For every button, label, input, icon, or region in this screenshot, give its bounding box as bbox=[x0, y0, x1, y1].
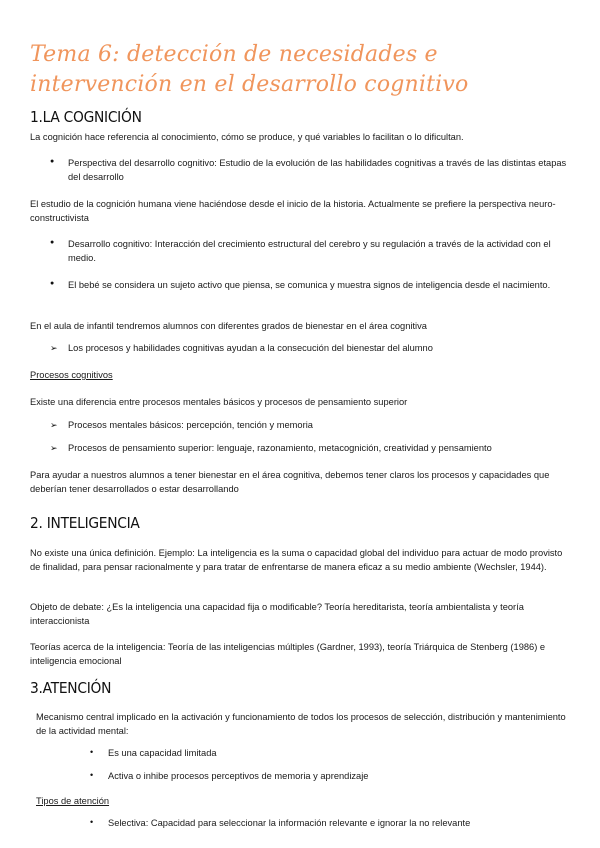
subheading-procesos-cognitivos: Procesos cognitivos bbox=[30, 370, 113, 380]
paragraph: Mecanismo central implicado en la activación y funcionamiento de todos los procesos de selección, distribución y mantenimiento de la actividad mental: bbox=[36, 712, 566, 736]
paragraph: Existe una diferencia entre procesos mentales básicos y procesos de pensamiento superior bbox=[30, 397, 408, 407]
list-item: Desarrollo cognitivo: Interacción del crecimiento estructural del cerebro y su regulación a través de la actividad con el medio. bbox=[68, 239, 551, 263]
bullet-icon: ● bbox=[50, 158, 55, 165]
list-item: Los procesos y habilidades cognitivas ayudan a la consecución del bienestar del alumno bbox=[68, 343, 433, 353]
bullet-icon: • bbox=[90, 747, 94, 757]
list-item: Activa o inhibe procesos perceptivos de memoria y aprendizaje bbox=[108, 771, 369, 781]
list-item: Perspectiva del desarrollo cognitivo: Estudio de la evolución de las habilidades cognitivas a través de las distintas etapas del desarrollo bbox=[68, 158, 567, 182]
bullet-icon: ● bbox=[50, 239, 55, 246]
paragraph: En el aula de infantil tendremos alumnos con diferentes grados de bienestar en el área cognitiva bbox=[30, 321, 427, 331]
bullet-icon: • bbox=[90, 770, 94, 780]
arrow-bullet-icon: ➢ bbox=[50, 420, 58, 430]
paragraph: Teorías acerca de la inteligencia: Teoría de las inteligencias múltiples (Gardner, 1993), teoría Triárquica de Stenberg (1986) e inteligencia emocional bbox=[30, 642, 546, 666]
paragraph: Objeto de debate: ¿Es la inteligencia una capacidad fija o modificable? Teoría hereditarista, teoría ambientalista y teoría interaccionista bbox=[30, 602, 524, 626]
list-item: Selectiva: Capacidad para seleccionar la información relevante e ignorar la no relevante bbox=[108, 818, 471, 828]
list-item: Procesos mentales básicos: percepción, tención y memoria bbox=[68, 420, 313, 430]
paragraph: El estudio de la cognición humana viene haciéndose desde el inicio de la historia. Actualmente se prefiere la perspectiva neuro-constructivista bbox=[30, 199, 556, 223]
bullet-icon: ● bbox=[50, 280, 55, 287]
paragraph: No existe una única definición. Ejemplo: La inteligencia es la suma o capacidad global del individuo para actuar de modo provisto de finalidad, para pensar racionalmente y para tratar de enfrentarse de manera eficaz a su medio ambiente (Wechsler, 1944). bbox=[30, 548, 563, 572]
bullet-icon: • bbox=[90, 817, 94, 827]
paragraph: La cognición hace referencia al conocimiento, cómo se produce, y qué variables lo facilitan o lo dificultan. bbox=[30, 132, 464, 142]
arrow-bullet-icon: ➢ bbox=[50, 443, 58, 453]
subheading-tipos-de-atencion: Tipos de atención bbox=[36, 796, 110, 806]
arrow-bullet-icon: ➢ bbox=[50, 343, 58, 353]
list-item: Procesos de pensamiento superior: lenguaje, razonamiento, metacognición, creatividad y pensamiento bbox=[68, 443, 492, 453]
section-heading-atencion: 3.ATENCIÓN bbox=[30, 679, 112, 697]
list-item: Es una capacidad limitada bbox=[108, 748, 217, 758]
section-heading-cognicion: 1.LA COGNICIÓN bbox=[30, 108, 142, 126]
list-item: El bebé se considera un sujeto activo que piensa, se comunica y muestra signos de inteligencia desde el nacimiento. bbox=[68, 280, 551, 290]
section-heading-inteligencia: 2. INTELIGENCIA bbox=[30, 514, 140, 532]
document-title: Tema 6: detección de necesidades e intervención en el desarrollo cognitivo bbox=[30, 42, 469, 97]
paragraph: Para ayudar a nuestros alumnos a tener bienestar en el área cognitiva, debemos tener claros los procesos y capacidades que deberían tener desarrollados o estar desarrollando bbox=[30, 470, 550, 494]
